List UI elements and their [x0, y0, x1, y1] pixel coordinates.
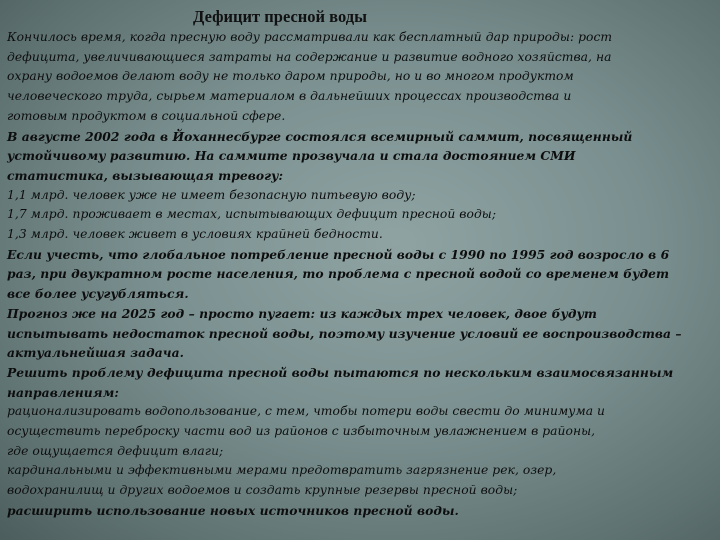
body-line: человеческого труда, сырьем материалом в дальнейших процессах производства и	[7, 89, 572, 104]
body-line: дефицита, увеличивающиеся затраты на содержание и развитие водного хозяйства, на	[7, 49, 612, 64]
body-line: охрану водоемов делают воду не только даром природы, но и во многом продуктом	[7, 69, 574, 84]
body-line: все более усугубляться.	[7, 286, 189, 302]
body-line: 1,3 млрд. человек живет в условиях крайней бедности.	[7, 227, 383, 242]
body-line: осуществить переброску части вод из районов с избыточным увлажнением в районы,	[7, 424, 596, 439]
body-line: Если учесть, что глобальное потребление пресной воды с 1990 по 1995 год возросло в 6	[7, 246, 670, 262]
body-line: испытывать недостаток пресной воды, поэтому изучение условий ее воспроизводства –	[7, 325, 682, 341]
slide-title: Дефицит пресной воды	[193, 7, 367, 26]
slide-body	[7, 28, 715, 521]
body-line: статистика, вызывающая тревогу:	[7, 167, 284, 183]
body-line: расширить использование новых источников пресной воды.	[7, 502, 459, 518]
body-line: направлениям:	[7, 384, 119, 400]
body-line: 1,7 млрд. проживает в местах, испытывающих дефицит пресной воды;	[7, 207, 497, 222]
body-line: водохранилищ и других водоемов и создать крупные резервы пресной воды;	[7, 483, 518, 498]
body-line: Решить проблему дефицита пресной воды пытаются по нескольким взаимосвязанным	[7, 364, 674, 380]
body-line: В августе 2002 года в Йоханнесбурге состоялся всемирный саммит, посвященный	[7, 128, 633, 144]
body-line: кардинальными и эффективными мерами предотвратить загрязнение рек, озер,	[7, 463, 557, 478]
body-line: готовым продуктом в социальной сфере.	[7, 108, 286, 123]
body-line: Прогноз же на 2025 год – просто пугает: из каждых трех человек, двое будут	[7, 305, 597, 321]
body-line: раз, при двукратном росте населения, то проблема с пресной водой со временем будет	[7, 266, 670, 282]
body-line: устойчивому развитию. На саммите прозвучала и стала достоянием СМИ	[7, 148, 576, 164]
body-line: Кончилось время, когда пресную воду рассматривали как бесплатный дар природы: рост	[7, 30, 613, 44]
body-line: актуальнейшая задача.	[7, 345, 184, 361]
body-line: где ощущается дефицит влаги;	[7, 443, 224, 458]
body-line: рационализировать водопользование, с тем, чтобы потери воды свести до минимума и	[7, 404, 606, 419]
body-line: 1,1 млрд. человек уже не имеет безопасную питьевую воду;	[7, 187, 416, 202]
